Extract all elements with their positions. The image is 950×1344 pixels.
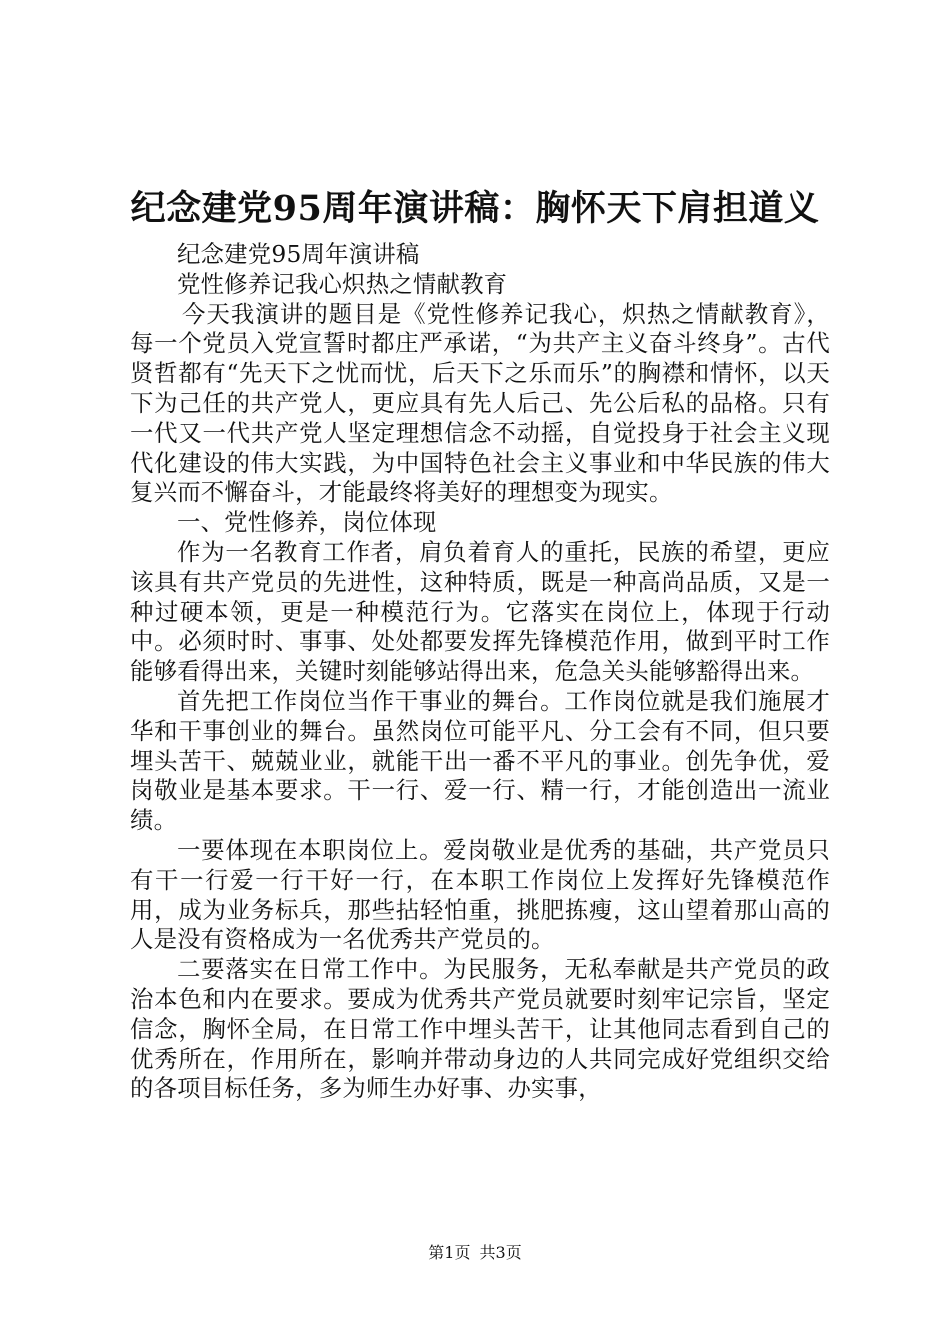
page-total: 共3页 — [479, 1243, 522, 1262]
section-heading-1: 一、党性修养，岗位体现 — [177, 508, 437, 537]
page-number: 第1页 — [428, 1243, 471, 1262]
paragraph-stage: 首先把工作岗位当作干事业的舞台。工作岗位就是我们施展才华和干事创业的舞台。虽然岗位可能平凡、分工会有不同，但只要埋头苦干、兢兢业业，就能干出一番不平凡的事业。创先争优，爱岗敬业是基本要求。干一行、爱一行、精一行，才能创造出一流业绩。 — [130, 686, 830, 835]
document-title: 纪念建党95周年演讲稿：胸怀天下肩担道义 — [130, 188, 820, 229]
page-footer — [0, 1243, 950, 1263]
paragraph-intro: 今天我演讲的题目是《党性修养记我心，炽热之情献教育》，每一个党员入党宣誓时都庄严承诺，“为共产主义奋斗终身”。古代贤哲都有“先天下之忧而忧，后天下之乐而乐”的胸襟和情怀，以天下为己任的共产党人，更应具有先人后己、先公后私的品格。只有一代又一代共产党人坚定理想信念不动摇，自觉投身于社会主义现代化建设的伟大实践，为中国特色社会主义事业和中华民族的伟大复兴而不懈奋斗，才能最终将美好的理想变为现实。 — [130, 299, 830, 507]
document-body — [130, 240, 830, 1104]
paragraph-subtitle: 纪念建党95周年演讲稿 — [177, 240, 420, 268]
paragraph-topic: 党性修养记我心炽热之情献教育 — [177, 269, 508, 298]
paragraph-daily-work: 二要落实在日常工作中。为民服务，无私奉献是共产党员的政治本色和内在要求。要成为优秀共产党员就要时刻牢记宗旨，坚定信念，胸怀全局，在日常工作中埋头苦干，让其他同志看到自己的优秀所在，作用所在，影响并带动身边的人共同完成好党组织交给的各项目标任务，多为师生办好事、办实事， — [130, 955, 830, 1103]
paragraph-teacher: 作为一名教育工作者，肩负着育人的重托，民族的希望，更应该具有共产党员的先进性，这种特质，既是一种高尚品质，又是一种过硬本领，更是一种模范行为。它落实在岗位上，体现于行动中。必须时时、事事、处处都要发挥先锋模范作用，做到平时工作能够看得出来，关键时刻能够站得出来，危急关头能够豁得出来。 — [130, 537, 830, 686]
paragraph-post: 一要体现在本职岗位上。爱岗敬业是优秀的基础，共产党员只有干一行爱一行干好一行，在本职工作岗位上发挥好先锋模范作用，成为业务标兵，那些拈轻怕重，挑肥拣瘦，这山望着那山高的人是没有资格成为一名优秀共产党员的。 — [130, 835, 830, 954]
